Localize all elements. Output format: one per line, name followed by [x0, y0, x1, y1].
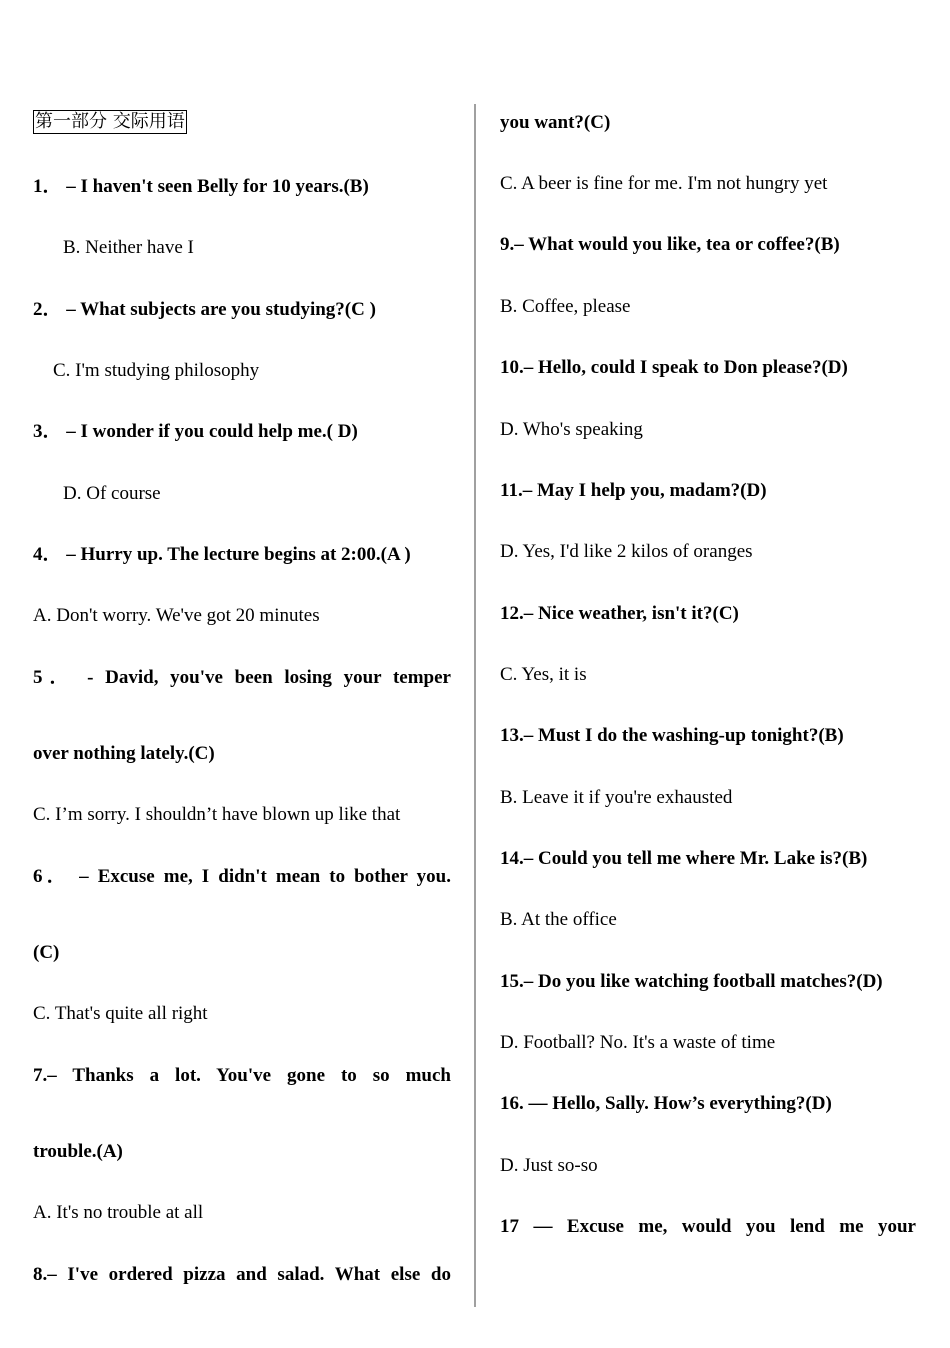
section-title: 第一部分 交际用语	[35, 111, 185, 132]
answer-7: A. It's no trouble at all	[33, 1202, 204, 1223]
question-2: 2． – What subjects are you studying?(C )	[33, 299, 376, 320]
answer-9: B. Coffee, please	[500, 296, 631, 317]
question-8-line-1: 8.– I've ordered pizza and salad. What else do	[33, 1264, 451, 1285]
question-6-line-1: 6． – Excuse me, I didn't mean to bother you.	[33, 866, 451, 887]
question-4: 4． – Hurry up. The lecture begins at 2:00.(A )	[33, 544, 411, 565]
answer-14: B. At the office	[500, 909, 617, 930]
question-10: 10.– Hello, could I speak to Don please?(D)	[500, 357, 848, 378]
question-13: 13.– Must I do the washing-up tonight?(B)	[500, 725, 844, 746]
answer-13: B. Leave it if you're exhausted	[500, 787, 733, 808]
question-17-line-1: 17 — Excuse me, would you lend me your	[500, 1216, 916, 1237]
column-divider	[474, 104, 476, 1307]
question-5-line-2: over nothing lately.(C)	[33, 743, 215, 764]
question-14: 14.– Could you tell me where Mr. Lake is?(B)	[500, 848, 868, 869]
question-12: 12.– Nice weather, isn't it?(C)	[500, 603, 739, 624]
answer-11: D. Yes, I'd like 2 kilos of oranges	[500, 541, 753, 562]
question-16: 16. — Hello, Sally. How’s everything?(D)	[500, 1093, 832, 1114]
answer-8: C. A beer is fine for me. I'm not hungry yet	[500, 173, 828, 194]
question-8-line-2: you want?(C)	[500, 112, 611, 133]
answer-1: B. Neither have I	[63, 237, 194, 258]
answer-2: C. I'm studying philosophy	[53, 360, 260, 381]
question-1: 1． – I haven't seen Belly for 10 years.(B)	[33, 176, 369, 197]
section-heading	[33, 110, 451, 134]
answer-10: D. Who's speaking	[500, 419, 643, 440]
answer-16: D. Just so-so	[500, 1155, 598, 1176]
question-11: 11.– May I help you, madam?(D)	[500, 480, 767, 501]
question-9: 9.– What would you like, tea or coffee?(B)	[500, 234, 840, 255]
question-5-line-1: 5． - David, you've been losing your temper	[33, 667, 451, 688]
answer-3: D. Of course	[63, 483, 161, 504]
question-7-line-1: 7.– Thanks a lot. You've gone to so much	[33, 1065, 451, 1086]
answer-6: C. That's quite all right	[33, 1003, 208, 1024]
answer-5: C. I’m sorry. I shouldn’t have blown up like that	[33, 804, 401, 825]
answer-15: D. Football? No. It's a waste of time	[500, 1032, 776, 1053]
question-3: 3． – I wonder if you could help me.( D)	[33, 421, 358, 442]
answer-12: C. Yes, it is	[500, 664, 587, 685]
question-7-line-2: trouble.(A)	[33, 1141, 123, 1162]
question-15: 15.– Do you like watching football matches?(D)	[500, 971, 883, 992]
question-6-line-2: (C)	[33, 942, 60, 963]
answer-4: A. Don't worry. We've got 20 minutes	[33, 605, 320, 626]
